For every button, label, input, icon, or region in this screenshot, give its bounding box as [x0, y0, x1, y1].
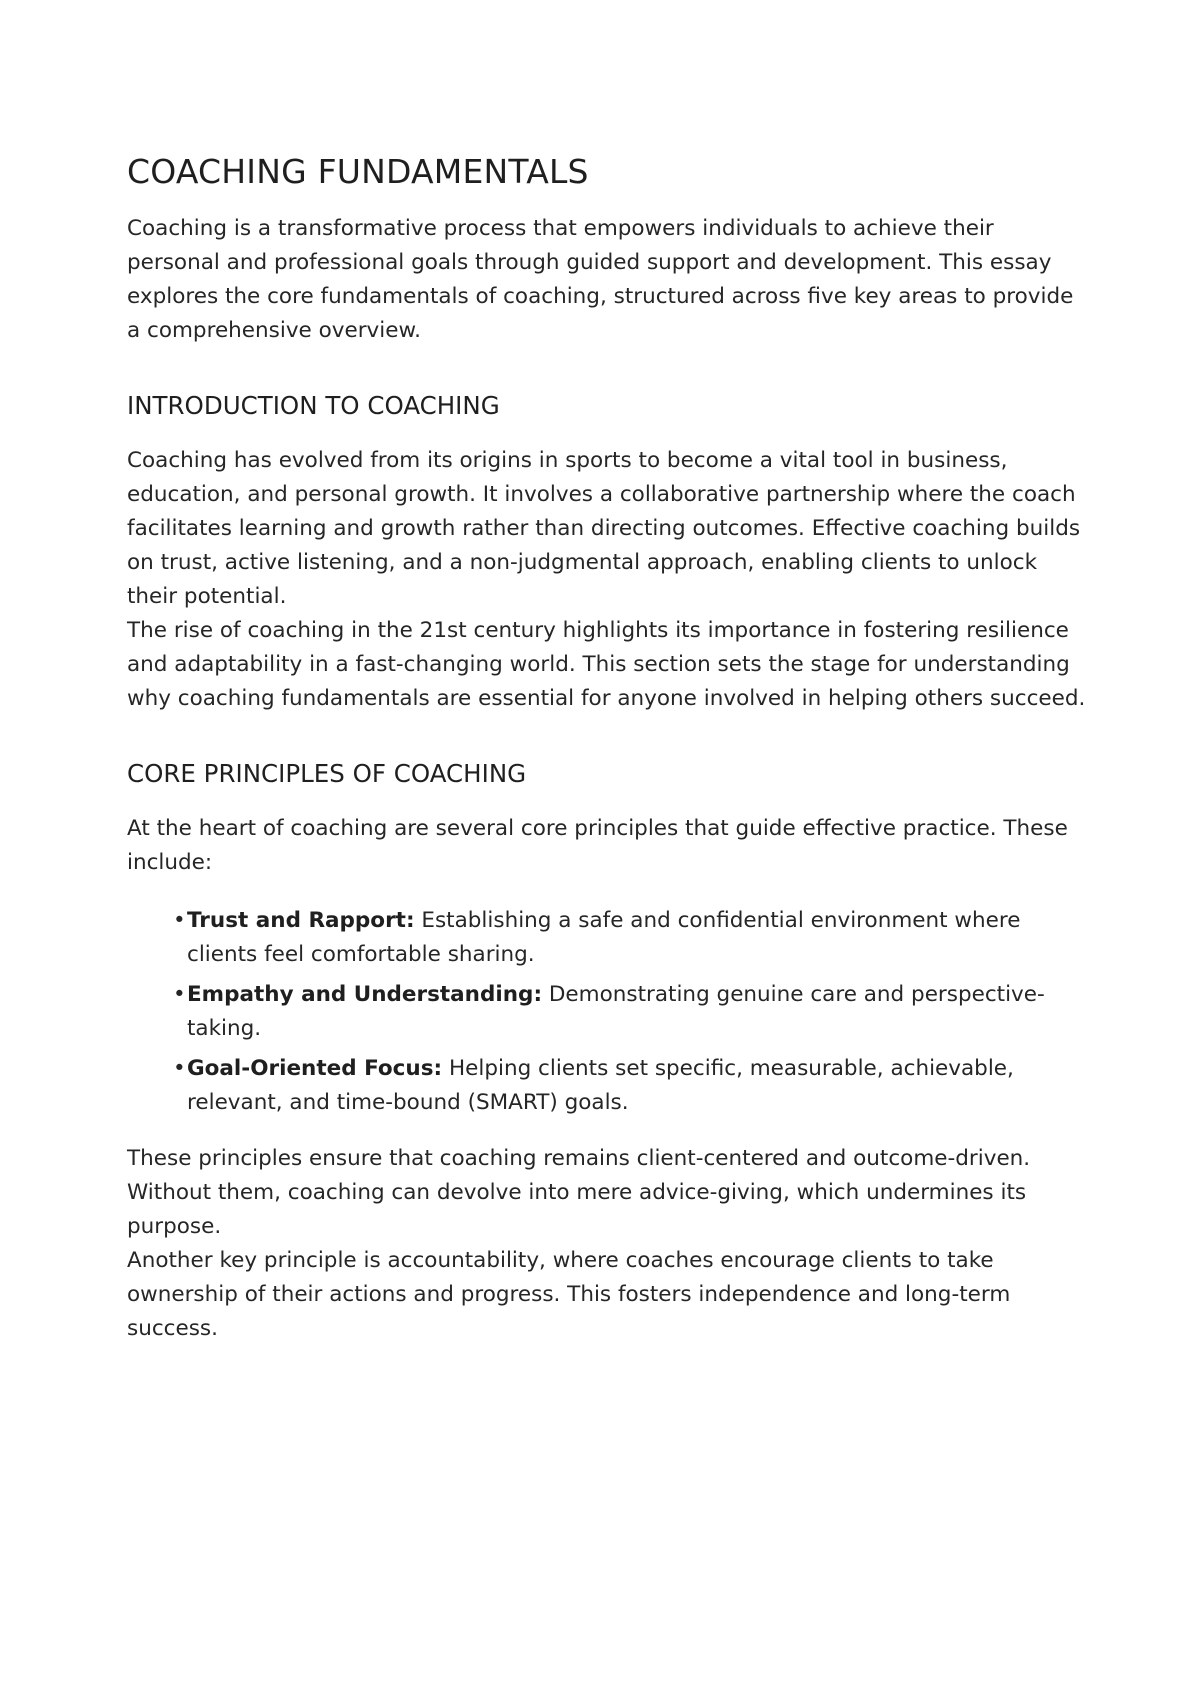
list-item-term: Goal-Oriented Focus:	[187, 1056, 443, 1081]
list-item-term: Empathy and Understanding:	[187, 982, 543, 1007]
section-heading-introduction: INTRODUCTION TO COACHING	[127, 391, 500, 420]
list-item	[173, 1052, 1087, 1120]
section-paragraph: These principles ensure that coaching remains client-centered and outcome-driven. Without them, coaching can devolve into mere advice-giving, which undermines its purpose.	[127, 1146, 1031, 1239]
section-lead-paragraph: At the heart of coaching are several core principles that guide effective practice. These include:	[127, 816, 1068, 875]
intro-paragraph: Coaching is a transformative process that empowers individuals to achieve their personal and professional goals through guided support and development. This essay explores the core fundamentals of coaching, structured across five key areas to provide a comprehensive overview.	[127, 216, 1074, 343]
bullet-icon: •	[173, 982, 186, 1007]
section-heading-core-principles: CORE PRINCIPLES OF COACHING	[127, 759, 527, 788]
principles-list	[127, 904, 1087, 1120]
list-item-text: Helping clients set specific, measurable, achievable, relevant, and time-bound (SMART) goals.	[187, 1056, 1014, 1115]
section-core-principles	[127, 756, 1087, 1346]
document-page	[127, 150, 1087, 1346]
bullet-icon: •	[173, 1056, 186, 1081]
list-item-term: Trust and Rapport:	[187, 908, 415, 933]
list-item-text: Establishing a safe and confidential environment where clients feel comfortable sharing.	[187, 908, 1021, 967]
list-item-text: Demonstrating genuine care and perspective-taking.	[187, 982, 1045, 1041]
bullet-icon: •	[173, 908, 186, 933]
section-paragraph: The rise of coaching in the 21st century highlights its importance in fostering resilience and adaptability in a fast-changing world. This section sets the stage for understanding why coaching fundamentals are essential for anyone involved in helping others succeed.	[127, 618, 1086, 711]
section-introduction	[127, 388, 1087, 716]
list-item	[173, 978, 1087, 1046]
list-item	[173, 904, 1087, 972]
document-title: COACHING FUNDAMENTALS	[127, 152, 589, 191]
section-paragraph: Another key principle is accountability, where coaches encourage clients to take ownership of their actions and progress. This fosters independence and long-term success.	[127, 1248, 1011, 1341]
section-paragraph: Coaching has evolved from its origins in sports to become a vital tool in business, education, and personal growth. It involves a collaborative partnership where the coach facilitates learning and growth rather than directing outcomes. Effective coaching builds on trust, active listening, and a non-judgmental approach, enabling clients to unlock their potential.	[127, 448, 1081, 609]
